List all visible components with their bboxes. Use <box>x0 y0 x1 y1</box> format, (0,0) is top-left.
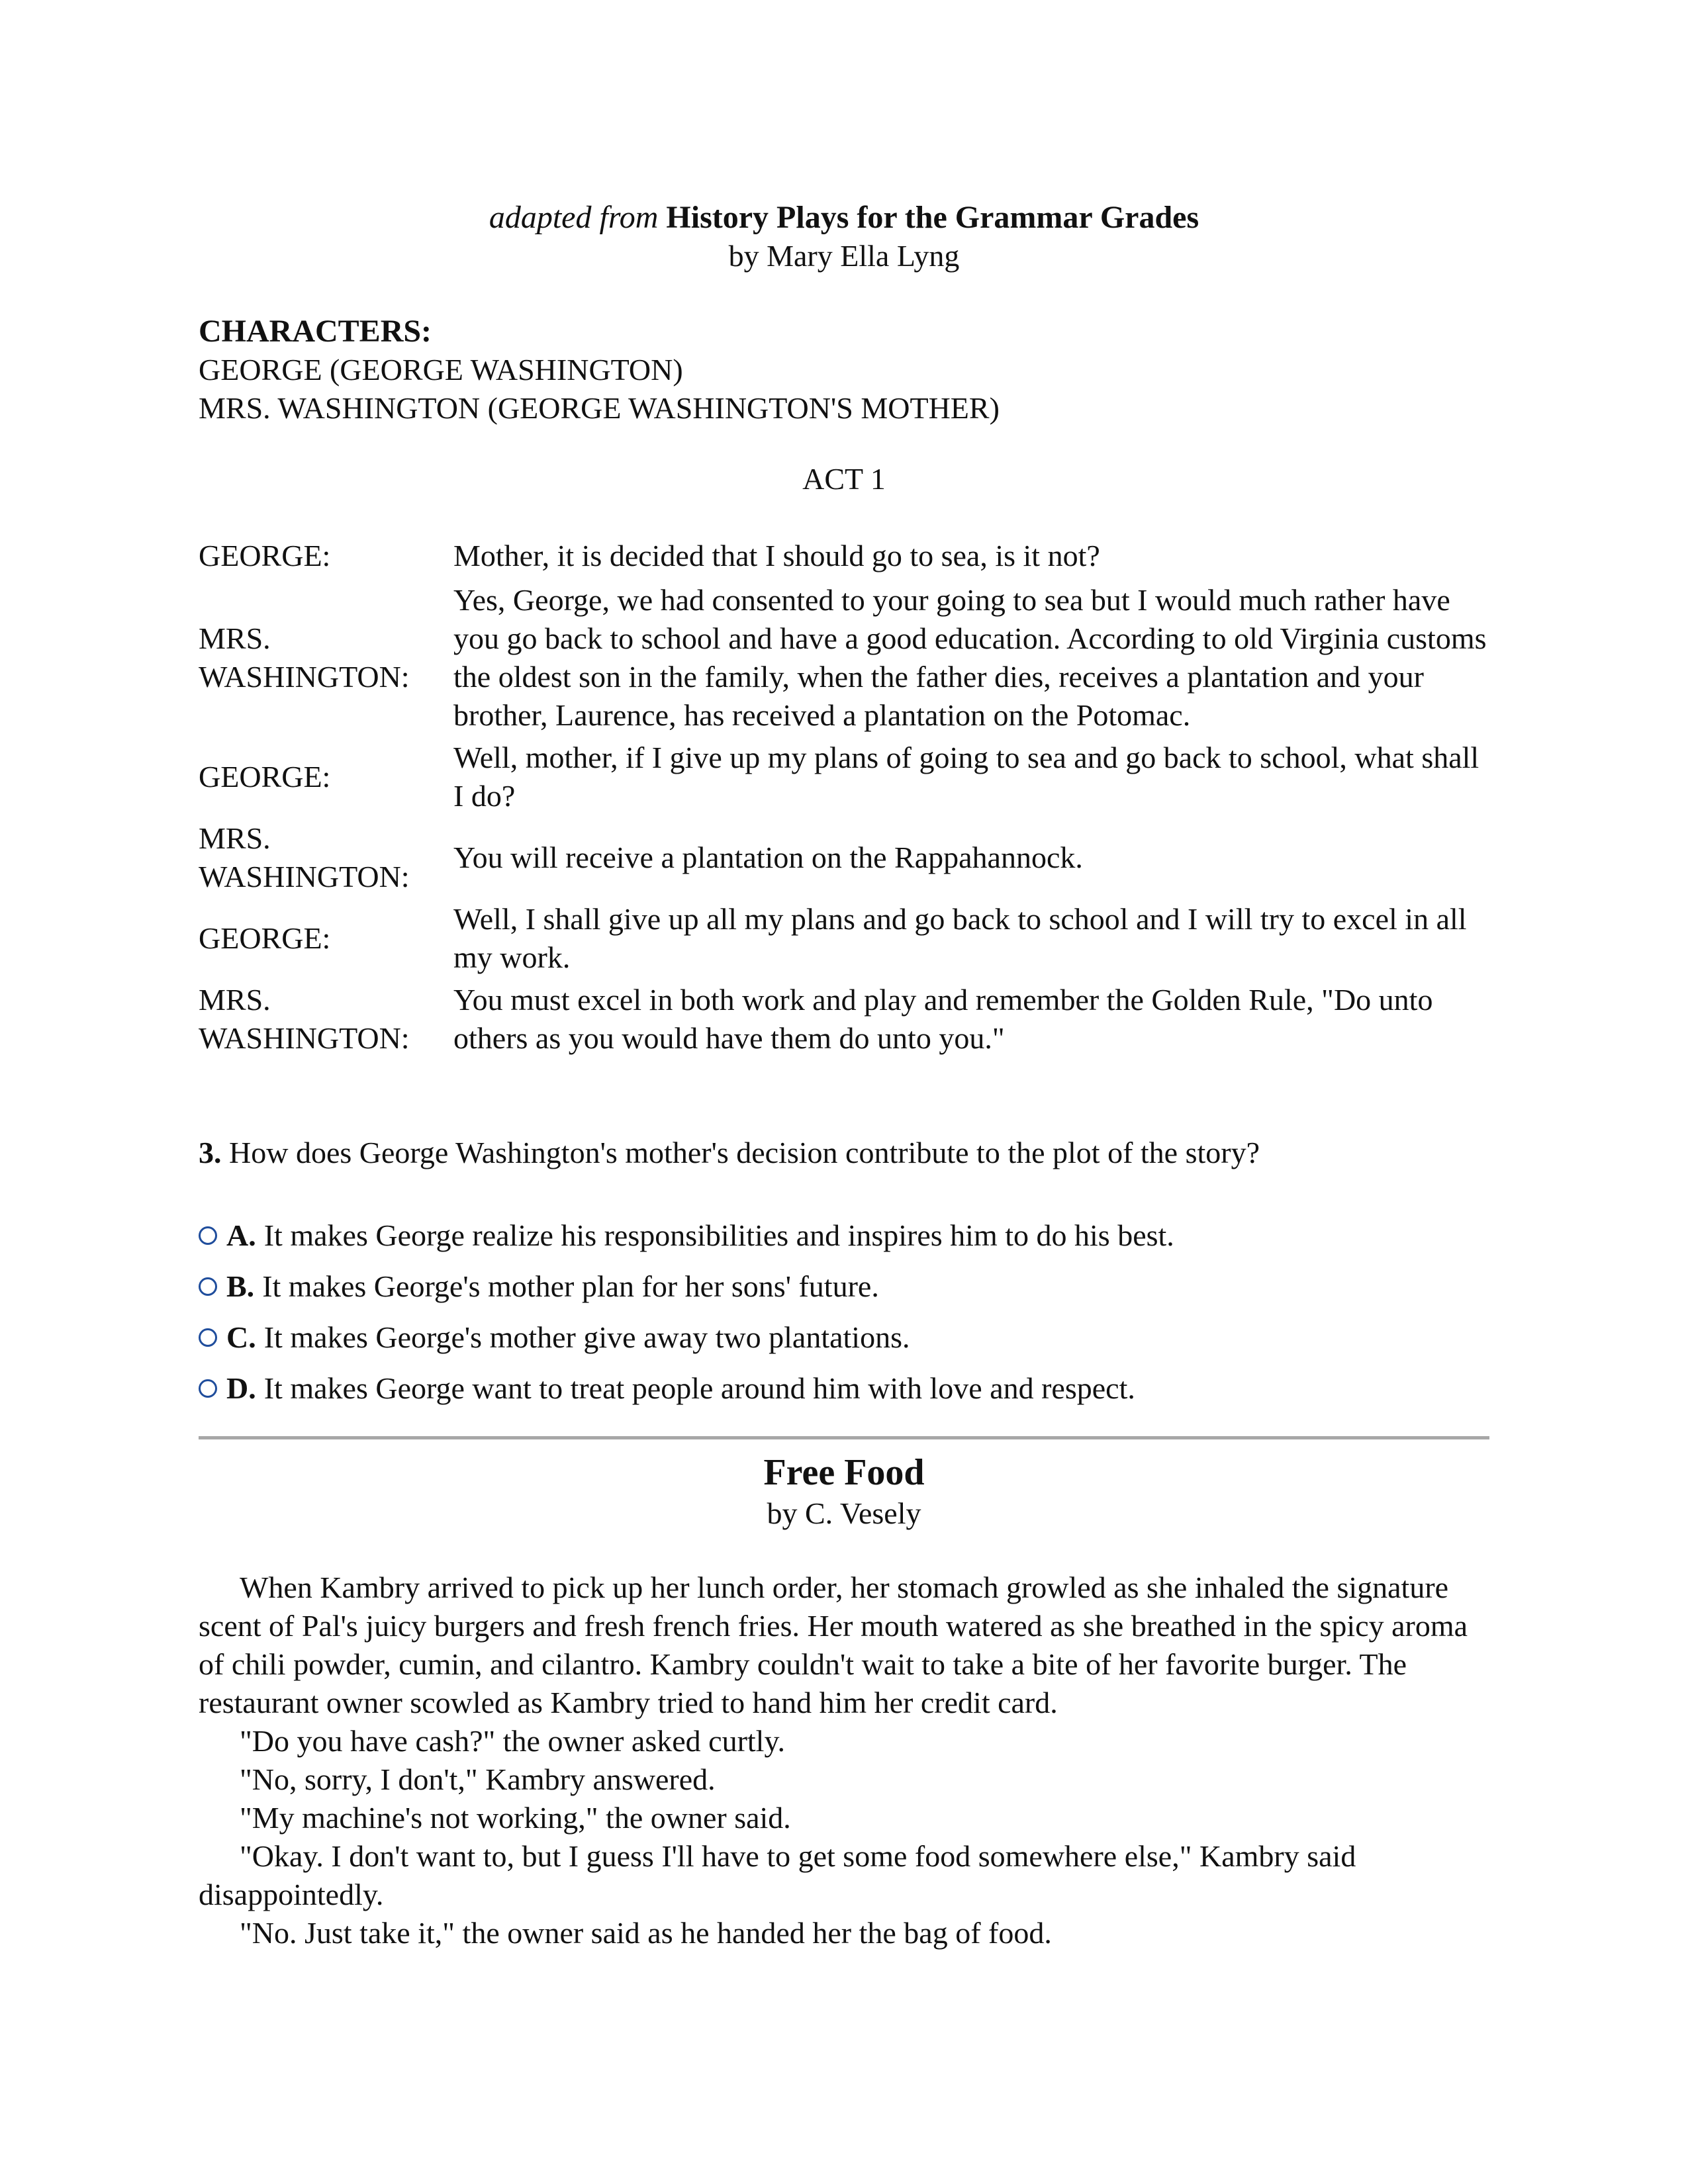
dialog-line: Mother, it is decided that I should go to sea, is it not? <box>453 539 1100 572</box>
character-item: GEORGE (GEORGE WASHINGTON) <box>199 353 683 387</box>
characters-heading: CHARACTERS: <box>199 314 432 349</box>
dialog-speaker: MRS. WASHINGTON: <box>199 983 410 1055</box>
dialog-table <box>199 535 1489 1060</box>
radio-button-icon[interactable] <box>199 1328 217 1347</box>
dialog-speaker: GEORGE: <box>199 760 331 794</box>
radio-button-icon[interactable] <box>199 1379 217 1398</box>
choice-letter: D. <box>226 1371 256 1405</box>
section-divider <box>199 1436 1489 1439</box>
dialog-line: You must excel in both work and play and remember the Golden Rule, "Do unto others as you would have them do unto you." <box>453 983 1433 1055</box>
choice-letter: B. <box>226 1269 255 1303</box>
question-text: How does George Washington's mother's decision contribute to the plot of the story? <box>229 1136 1260 1169</box>
radio-button-icon[interactable] <box>199 1277 217 1296</box>
story-body <box>199 1569 1489 1952</box>
choice-text: It makes George's mother plan for her sons' future. <box>262 1269 879 1303</box>
story-paragraph: "No, sorry, I don't," Kambry answered. <box>240 1762 716 1796</box>
choice-letter: A. <box>226 1218 256 1252</box>
choice-text: It makes George realize his responsibilities and inspires him to do his best. <box>263 1218 1174 1252</box>
dialog-speaker: GEORGE: <box>199 539 331 572</box>
dialog-line: Yes, George, we had consented to your going to sea but I would much rather have you go back to school and have a good education. According to old Virginia customs the oldest son in the family, when the father dies, receives a plantation and your brother, Laurence, has received a plantation on the Potomac. <box>453 583 1487 732</box>
dialog-speaker: GEORGE: <box>199 921 331 955</box>
answer-choice-b[interactable] <box>199 1267 1489 1306</box>
dialog-speaker: MRS. WASHINGTON: <box>199 821 410 893</box>
answer-choices <box>199 1216 1489 1420</box>
source-author: by Mary Ella Lyng <box>728 239 960 273</box>
character-item: MRS. WASHINGTON (GEORGE WASHINGTON'S MOTHER) <box>199 391 1000 425</box>
dialog-row <box>199 979 1489 1060</box>
answer-choice-a[interactable] <box>199 1216 1489 1255</box>
dialog-row <box>199 817 1489 898</box>
question-number: 3. <box>199 1136 222 1169</box>
dialog-row <box>199 535 1489 579</box>
source-prefix: adapted from <box>489 200 659 235</box>
story-paragraph: When Kambry arrived to pick up her lunch order, her stomach growled as she inhaled the signature scent of Pal's juicy burgers and fresh french fries. Her mouth watered as she breathed in the spicy aroma of chili powder, cumin, and cilantro. Kambry couldn't wait to take a bite of her favorite burger. The restaurant owner scowled as Kambry tried to hand him her credit card. <box>199 1570 1468 1719</box>
dialog-row <box>199 737 1489 817</box>
radio-button-icon[interactable] <box>199 1226 217 1245</box>
act-heading: ACT 1 <box>802 462 886 496</box>
question <box>199 1134 1489 1172</box>
story-paragraph: "Okay. I don't want to, but I guess I'll have to get some food somewhere else," Kambry said disappointedly. <box>199 1839 1356 1911</box>
characters-section <box>199 312 1489 428</box>
choice-text: It makes George's mother give away two plantations. <box>263 1320 910 1354</box>
choice-text: It makes George want to treat people around him with love and respect. <box>263 1371 1135 1405</box>
choice-letter: C. <box>226 1320 256 1354</box>
dialog-speaker: MRS. WASHINGTON: <box>199 621 410 694</box>
dialog-line: Well, mother, if I give up my plans of going to sea and go back to school, what shall I do? <box>453 741 1479 813</box>
story-paragraph: "Do you have cash?" the owner asked curtly. <box>240 1724 785 1758</box>
source-attribution <box>199 199 1489 275</box>
dialog-row <box>199 898 1489 979</box>
dialog-row <box>199 579 1489 737</box>
story-paragraph: "No. Just take it," the owner said as he handed her the bag of food. <box>240 1916 1052 1950</box>
story-title: Free Food <box>763 1452 925 1493</box>
dialog-line: You will receive a plantation on the Rappahannock. <box>453 841 1083 874</box>
answer-choice-d[interactable] <box>199 1369 1489 1408</box>
story-author: by C. Vesely <box>767 1496 921 1530</box>
story-paragraph: "My machine's not working," the owner said. <box>240 1801 791 1835</box>
source-book-title: History Plays for the Grammar Grades <box>666 200 1199 235</box>
dialog-line: Well, I shall give up all my plans and go back to school and I will try to excel in all my work. <box>453 902 1467 974</box>
answer-choice-c[interactable] <box>199 1318 1489 1357</box>
